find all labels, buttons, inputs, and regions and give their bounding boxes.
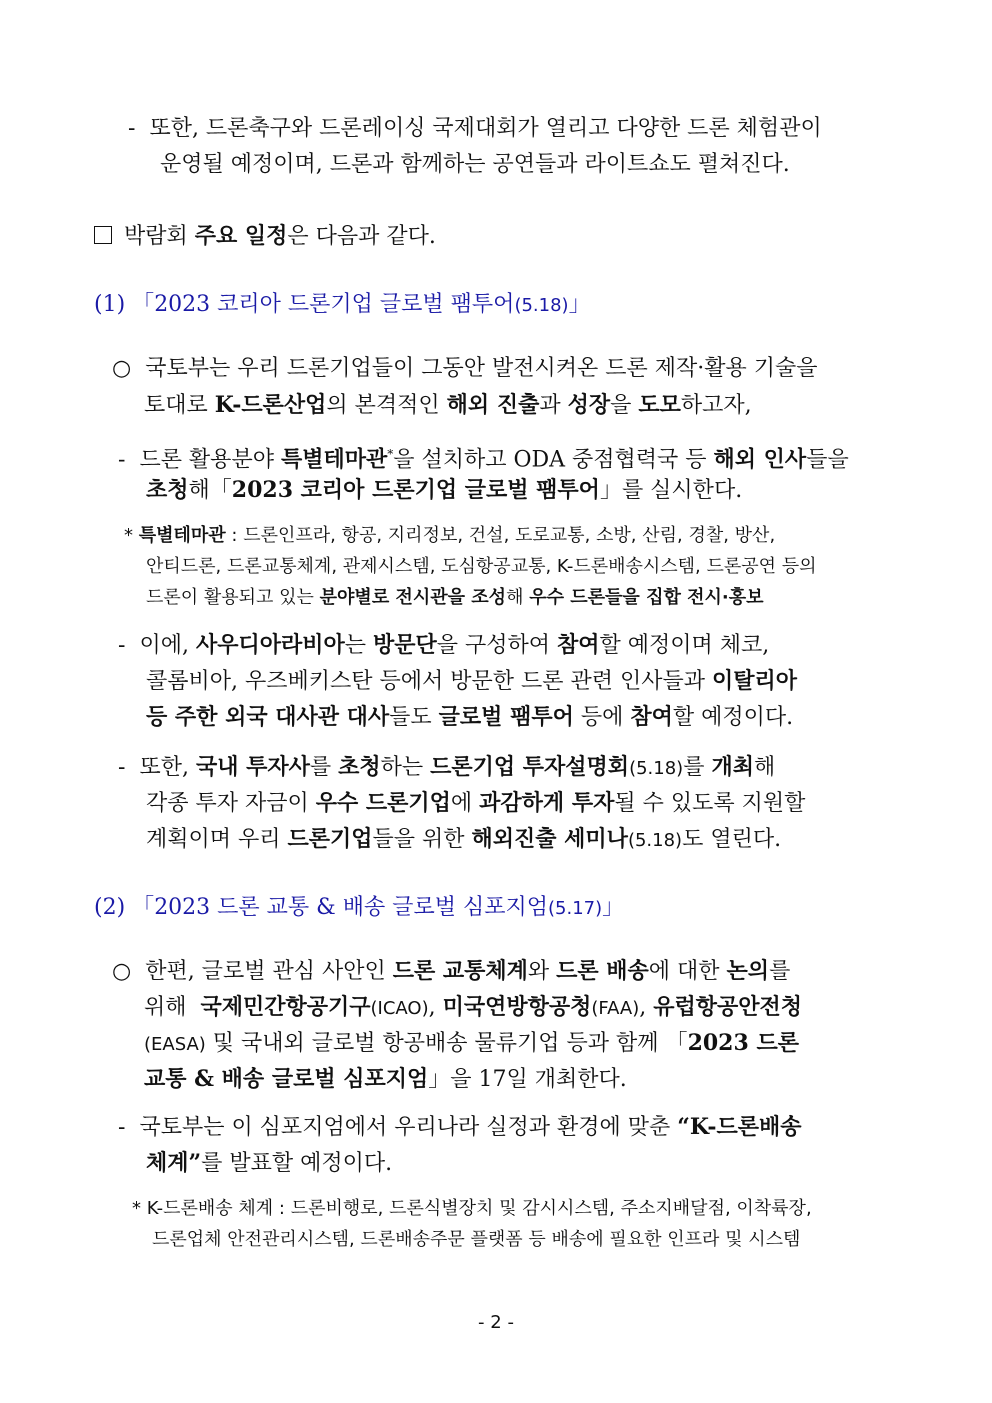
paragraph-text: 또한, 드론축구와 드론레이싱 국제대회가 열리고 다양한 드론 체험관이 [149, 116, 822, 141]
note-star: * [124, 525, 133, 546]
checkbox-square-icon [94, 226, 112, 244]
text: 」를 실시한다. [599, 478, 743, 503]
text-bold: 해외 진출 [446, 392, 540, 418]
dash-item-line [146, 824, 781, 856]
text: 들을 위한 [372, 827, 472, 852]
dash-item-line [146, 475, 742, 506]
text-bold: 과감하게 투자 [479, 790, 615, 816]
text: , [639, 995, 654, 1020]
dash-marker: - [118, 447, 126, 473]
text-bold: 논의 [726, 958, 770, 984]
paragraph-line [128, 114, 822, 144]
dash-item-line [118, 439, 849, 475]
text: 각종 투자 자금이 [146, 791, 316, 816]
text: 드론이 활용되고 있는 [146, 587, 320, 608]
text: 될 수 있도록 지원할 [614, 791, 806, 816]
text: 들을 [806, 447, 849, 473]
heading-date: (5.17) [548, 898, 603, 919]
text-bold: 방문단 [372, 632, 437, 658]
circle-item-line [144, 992, 802, 1024]
text-bold: 체계” [146, 1150, 202, 1176]
dash-marker: - [128, 116, 136, 141]
note-line [152, 1225, 800, 1255]
text: 국토부는 이 심포지엄에서 우리나라 실정과 환경에 맞춘 [139, 1115, 678, 1140]
text-date: (5.18) [629, 758, 684, 779]
dash-marker: - [118, 1115, 126, 1140]
text-bold: 드론기업 [287, 826, 373, 852]
text: 할 예정이다. [672, 705, 794, 730]
text-bold: 초청 [338, 754, 381, 780]
text: , [428, 995, 443, 1020]
text: 에 대한 [648, 959, 727, 984]
text: 하는 [380, 755, 431, 780]
text: 은 다음과 같다. [287, 224, 436, 249]
text: 해「 [188, 478, 232, 503]
text-abbr: (FAA) [591, 998, 640, 1019]
text: 를 [309, 755, 339, 780]
circle-item-line [112, 354, 817, 384]
paragraph-text: 국토부는 우리 드론기업들이 그동안 발전시켜온 드론 제작·활용 기술을 [145, 356, 818, 381]
dash-item-line [118, 1112, 802, 1143]
bracket: 」 [602, 895, 625, 920]
heading-number: (2) [94, 895, 126, 920]
text: 안티드론, 드론교통체계, 관제시스템, 도심항공교통, K-드론배송시스템, 드론공연 등의 [146, 556, 817, 577]
text: 와 [527, 959, 557, 984]
text: 박람회 [124, 224, 195, 249]
text: 및 국내외 글로벌 항공배송 물류기업 등과 함께 「 [205, 1031, 688, 1056]
text: 을 설치하고 ODA 중점협력국 등 [393, 447, 714, 473]
text: 를 발표할 예정이다. [201, 1151, 393, 1176]
dash-marker: - [118, 633, 126, 658]
text: 이에, [139, 633, 196, 658]
text-bold: 드론 교통체계 [392, 958, 528, 984]
text-bold: 사우디아라비아 [195, 632, 345, 658]
text-bold: 이탈리아 [712, 668, 798, 694]
dash-item-line [146, 788, 805, 819]
text-bold: 우수 드론기업 [315, 790, 451, 816]
heading-date: (5.18) [514, 295, 569, 316]
text-bold: 2023 드론 [687, 1030, 799, 1056]
text: : 드론인프라, 항공, 지리정보, 건설, 도로교통, 소방, 산림, 경찰, 방산, [225, 525, 776, 546]
footnote-star: * [387, 447, 394, 461]
text-bold: 도모 [638, 392, 681, 418]
dash-item-line [146, 1148, 392, 1179]
section-heading-2 [94, 893, 624, 924]
text: 을 구성하여 [436, 633, 557, 658]
page-number: - 2 - [478, 1312, 514, 1333]
text-bold: 해외 인사 [713, 446, 807, 473]
text: 위해 [144, 995, 194, 1020]
text-bold: 참여 [630, 704, 673, 730]
text-bold: 분야별로 전시관을 조성 [319, 587, 507, 608]
note-star: * [132, 1198, 141, 1219]
text-bold: 국내 투자사 [195, 754, 310, 780]
text-bold: 유럽항공안전청 [653, 994, 803, 1020]
text-bold: 국제민간항공기구 [200, 994, 371, 1020]
text: 드론 활용분야 [139, 447, 281, 473]
dash-item-line [118, 752, 775, 784]
schedule-intro [94, 221, 436, 252]
note-line [132, 1194, 812, 1224]
text-bold: 초청 [146, 477, 189, 503]
note-line [124, 521, 775, 551]
circle-item-line [144, 1064, 627, 1095]
text-bold: 특별테마관 [280, 446, 388, 473]
circle-item-line [144, 390, 752, 421]
circle-marker: ○ [112, 356, 132, 381]
text-bold: 개최 [711, 754, 754, 780]
text-date: (5.18) [627, 830, 683, 851]
text-abbr: (EASA) [144, 1034, 206, 1055]
text: 를 [769, 959, 791, 984]
text-bold: 드론 배송 [556, 958, 649, 984]
heading-text: 2023 코리아 드론기업 글로벌 팸투어 [154, 292, 515, 317]
text: 드론업체 안전관리시스템, 드론배송주문 플랫폼 등 배송에 필요한 인프라 및 시스템 [152, 1229, 801, 1250]
text: 계획이며 우리 [146, 827, 288, 852]
text-bold: 2023 코리아 드론기업 글로벌 팸투어 [231, 477, 600, 503]
text: 도 열린다. [682, 827, 782, 852]
dash-item-line [146, 702, 793, 733]
text: 콜롬비아, 우즈베키스탄 등에서 방문한 드론 관련 인사들과 [146, 669, 712, 694]
circle-item-line [112, 956, 790, 987]
dash-marker: - [118, 755, 126, 780]
text-bold: 참여 [556, 632, 600, 658]
text-bold: 드론기업 투자설명회 [430, 754, 630, 780]
text-bold: 우수 드론들을 집합 전시·홍보 [529, 587, 764, 608]
text-bold: 교통 & 배송 글로벌 심포지엄 [144, 1066, 429, 1092]
text: 과 [539, 393, 568, 418]
heading-number: (1) [94, 292, 126, 317]
circle-marker: ○ [112, 959, 132, 984]
text: 의 본격적인 [326, 393, 447, 418]
text-abbr: (ICAO) [370, 998, 429, 1019]
text: 토대로 [144, 393, 215, 418]
text: 을 [610, 393, 639, 418]
bracket: 「 [132, 895, 155, 920]
paragraph-line [160, 150, 790, 180]
bracket: 」 [568, 292, 591, 317]
text-bold: “K-드론배송 [677, 1114, 802, 1140]
text: 해 [753, 755, 776, 780]
note-line [146, 552, 817, 582]
text-bold: 글로벌 팸투어 [438, 704, 574, 730]
text: 등에 [573, 705, 631, 730]
dash-item-line [146, 666, 797, 697]
text: 하고자, [680, 393, 752, 418]
text: 할 예정이며 체코, [599, 633, 770, 658]
dash-item-line [118, 630, 769, 661]
section-heading-1 [94, 290, 591, 321]
heading-text: 2023 드론 교통 & 배송 글로벌 심포지엄 [154, 895, 548, 920]
note-line [146, 583, 764, 613]
text: K-드론배송 체계 : 드론비행로, 드론식별장치 및 감시시스템, 주소지배달점, 이착륙장, [146, 1198, 812, 1219]
text: 」을 17일 개최한다. [428, 1067, 627, 1092]
text: 는 [344, 633, 373, 658]
bracket: 「 [132, 292, 155, 317]
text: 에 [450, 791, 480, 816]
text: 또한, [139, 755, 196, 780]
circle-item-line [144, 1028, 799, 1060]
text-bold: K-드론산업 [214, 392, 327, 418]
text-bold: 미국연방항공청 [442, 994, 592, 1020]
text-bold: 주요 일정 [194, 223, 288, 249]
text: 를 [683, 755, 712, 780]
text-bold: 해외진출 세미나 [471, 826, 628, 852]
text-bold: 특별테마관 [138, 525, 226, 546]
text: 해 [506, 587, 530, 608]
text: 한편, 글로벌 관심 사안인 [145, 959, 393, 984]
text: 들도 [389, 705, 439, 730]
text-bold: 성장 [567, 392, 611, 418]
text-bold: 등 주한 외국 대사관 대사 [146, 704, 390, 730]
paragraph-text: 운영될 예정이며, 드론과 함께하는 공연들과 라이트쇼도 펼쳐진다. [160, 152, 790, 177]
